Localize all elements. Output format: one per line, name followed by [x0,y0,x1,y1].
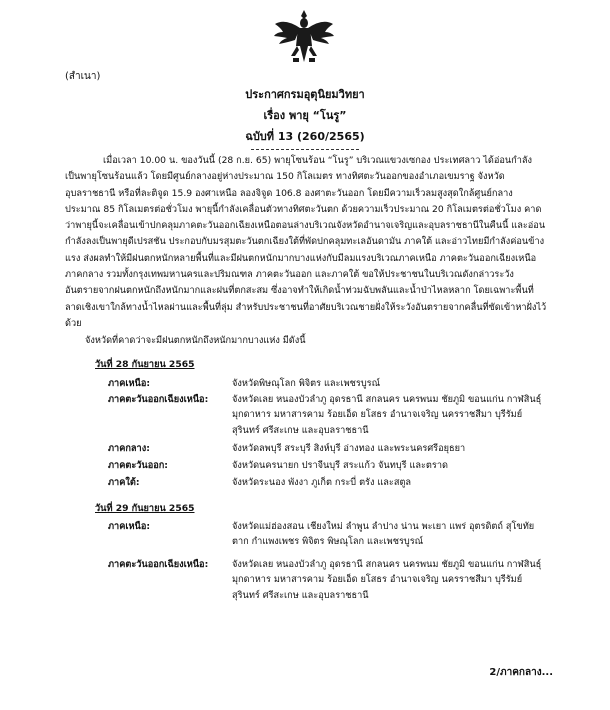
day-1-date: วันที่ 28 กันยายน 2565 [95,359,195,370]
forecast-intro: จังหวัดที่คาดว่าจะมีฝนตกหนักถึงหนักมากบางแห่ง มีดังนี้ [85,335,306,346]
region-label: ภาคเหนือ: [108,378,151,389]
day-2-date: วันที่ 29 กันยายน 2565 [95,503,195,514]
region-label: ภาคกลาง: [108,443,150,454]
announcement-paragraph: เมื่อเวลา 10.00 น. ของวันนี้ (28 ก.ย. 65) พายุโซนร้อน “โนรู” บริเวณแขวงเซกอง ประเทศลาว ได้อ่อนกำลังเป็นพายุโซนร้อนแล้ว โดยมีศูนย์กลางอยู่ห่างประมาณ 150 กิโลเมตร ทางทิศตะวันออกของอำเภอเขมราฐ จังหวัดอุบลราชธานี หรือที่ละติจูด 15.9 องศาเหนือ ลองจิจูด 106.8 องศาตะวันออก โดยมีความเร็วลมสูงสุดใกล้ศูนย์กลางประมาณ 85 กิโลเมตรต่อชั่วโมง พายุนี้กำลังเคลื่อนตัวทางทิศตะวันตก ด้วยความเร็วประมาณ 20 กิโลเมตรต่อชั่วโมง คาดว่าพายุนี้จะเคลื่อนเข้าปกคลุมภาคตะวันออกเฉียงเหนือตอนล่างบริเวณจังหวัดอำนาจเจริญและอุบลราชธานีในคืนนี้ และอ่อนกำลังลงเป็นพายุดีเปรสชัน ประกอบกับมรสุมตะวันตกเฉียงใต้ที่พัดปกคลุมทะเลอันดามัน ภาคใต้ และอ่าวไทยมีกำลังค่อนข้างแรง ส่งผลทำให้มีฝนตกหนักหลายพื้นที่และมีฝนตกหนักมากบางแห่งกับมีลมแรงบริเวณภาคเหนือ ภาคตะวันออกเฉียงเหนือ ภาคกลาง รวมทั้งกรุงเทพมหานครและปริมณฑล ภาคตะวันออก และภาคใต้ ขอให้ประชาชนในบริเวณดังกล่าวระวังอันตรายจากฝนตกหนักถึงหนักมากและฝนที่ตกสะสม ซึ่งอาจทำให้เกิดน้ำท่วมฉับพลันและน้ำป่าไหลหลาก โดยเฉพาะพื้นที่ลาดเชิงเขาใกล้ทางน้ำไหลผ่านและพื้นที่ลุ่ม สำหรับประชาชนที่อาศัยบริเวณชายฝั่งให้ระวังอันตรายจากคลื่นที่ซัดเข้าหาฝั่งไว้ด้วย [65,155,547,329]
garuda-emblem-icon [271,6,337,72]
region-provinces: จังหวัดระนอง พังงา ภูเก็ต กระบี่ ตรัง และสตูล [232,477,412,488]
region-label: ภาคตะวันออกเฉียงเหนือ: [108,559,209,570]
region-provinces: จังหวัดเลย หนองบัวลำภู อุดรธานี สกลนคร นครพนม ชัยภูมิ ขอนแก่น กาฬสินธุ์ มุกดาหาร มหาสารคาม ร้อยเอ็ด ยโสธร อำนาจเจริญ นครราชสีมา บุรีรัมย์ สุรินทร์ ศรีสะเกษ และอุบลราชธานี [232,394,542,436]
copy-label: (สำเนา) [65,71,101,82]
region-label: ภาคใต้: [108,477,140,488]
page-continuation: 2/ภาคกลาง... [489,667,553,678]
title-separator [251,149,359,150]
region-label: ภาคเหนือ: [108,521,151,532]
document-subject: เรื่อง พายุ “โนรู” [263,109,347,122]
region-label: ภาคตะวันออก: [108,460,168,471]
region-label: ภาคตะวันออกเฉียงเหนือ: [108,394,209,405]
region-provinces: จังหวัดพิษณุโลก พิจิตร และเพชรบูรณ์ [232,378,381,389]
document-issue: ฉบับที่ 13 (260/2565) [245,130,365,143]
region-provinces: จังหวัดนครนายก ปราจีนบุรี สระแก้ว จันทบุรี และตราด [232,460,448,471]
announcement-body [65,153,547,332]
region-provinces: จังหวัดลพบุรี สระบุรี สิงห์บุรี อ่างทอง และพระนครศรีอยุธยา [232,443,466,454]
document-title: ประกาศกรมอุตุนิยมวิทยา [245,88,365,101]
region-provinces: จังหวัดเลย หนองบัวลำภู อุดรธานี สกลนคร นครพนม ชัยภูมิ ขอนแก่น กาฬสินธุ์ มุกดาหาร มหาสารคาม ร้อยเอ็ด ยโสธร อำนาจเจริญ นครราชสีมา บุรีรัมย์ สุรินทร์ ศรีสะเกษ และอุบลราชธานี [232,559,542,601]
region-provinces: จังหวัดแม่ฮ่องสอน เชียงใหม่ ลำพูน ลำปาง น่าน พะเยา แพร่ อุตรดิตถ์ สุโขทัย ตาก กำแพงเพชร พิจิตร พิษณุโลก และเพชรบูรณ์ [232,521,535,548]
